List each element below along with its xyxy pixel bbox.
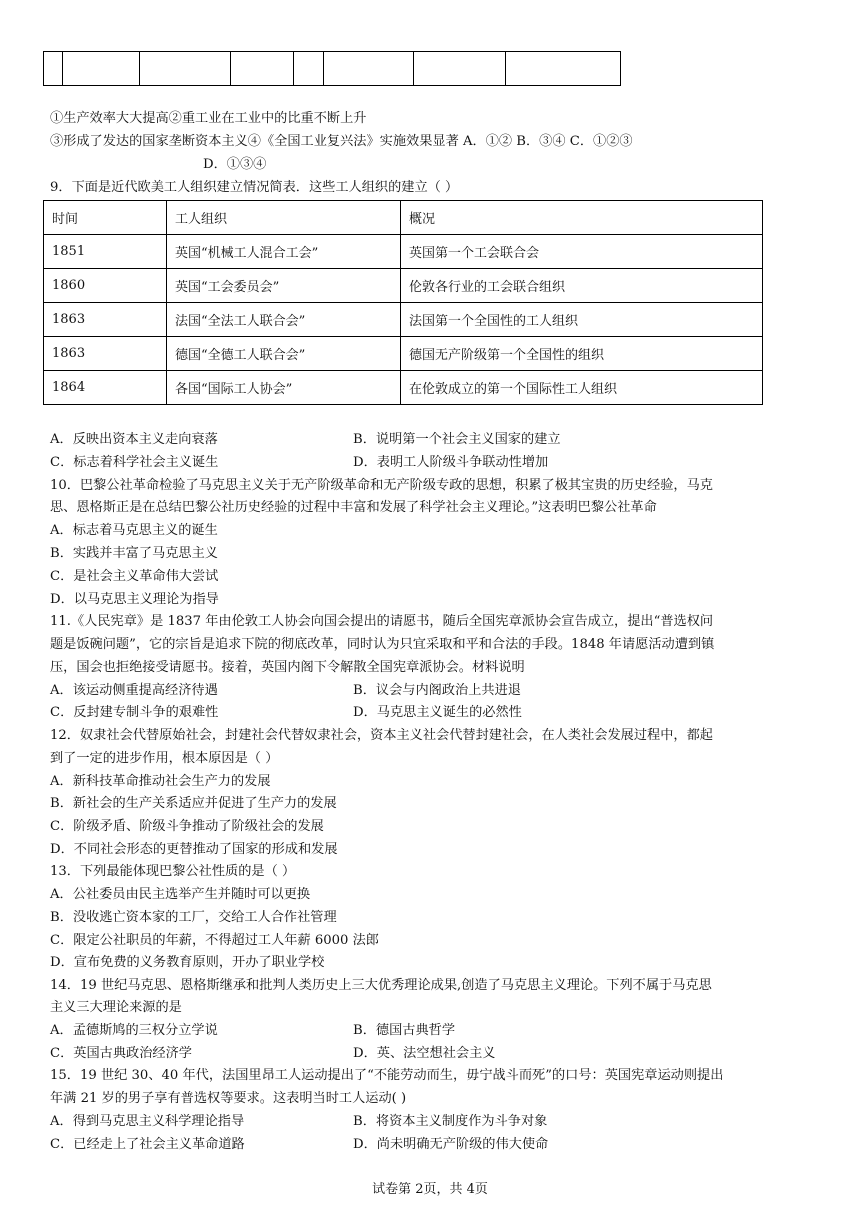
q12-option-c: C．阶级矛盾、阶级斗争推动了阶级社会的发展 [50,819,324,834]
q12-option-a: A．新科技革命推动社会生产力的发展 [50,774,271,789]
q12-option-b: B．新社会的生产关系适应并促进了生产力的发展 [50,796,337,811]
table-cell: 1851 [44,235,167,269]
table-cell: 在伦敦成立的第一个国际性工人组织 [401,371,763,405]
q9-option-a: A．反映出资本主义走向衰落 [50,432,218,447]
q11-option-a: A．该运动侧重提高经济待遇 [50,683,218,698]
q11-stem-line: 压，国会也拒绝接受请愿书。接着，英国内阁下令解散全国宪章派协会。材料说明 [50,660,525,675]
q9-option-d: D．表明工人阶级斗争联动性增加 [353,455,549,470]
q14-stem-line: 主义三大理论来源的是 [50,1000,182,1015]
table-cell: 英国“工会委员会” [167,269,401,303]
table-cell [294,52,324,86]
table-cell [140,52,231,86]
table-row [44,371,763,405]
q10-option-d: D．以马克思主义理论为指导 [50,592,219,607]
table-cell: 德国无产阶级第一个全国性的组织 [401,337,763,371]
q9-option-c: C．标志着科学社会主义诞生 [50,455,219,470]
q14-option-b: B．德国古典哲学 [353,1023,456,1038]
q10-option-b: B．实践并丰富了马克思主义 [50,546,218,561]
table-row [44,269,763,303]
q13-option-a: A．公社委员由民主选举产生并随时可以更换 [50,887,311,902]
table-row [44,235,763,269]
table-row [44,337,763,371]
table-cell: 1863 [44,337,167,371]
table-cell [63,52,140,86]
q10-stem-line: 思、恩格斯正是在总结巴黎公社历史经验的过程中丰富和发展了科学社会主义理论。”这表明巴黎公社革命 [50,500,657,515]
table-cell [44,52,63,86]
q10-stem-line: 10．巴黎公社革命检验了马克思主义关于无产阶级革命和无产阶级专政的思想，积累了极其宝贵的历史经验，马克 [50,478,713,493]
q10-option-c: C．是社会主义革命伟大尝试 [50,569,219,584]
table-cell: 法国第一个全国性的工人组织 [401,303,763,337]
table-cell: 法国“全法工人联合会” [167,303,401,337]
q13-option-d: D．宣布免费的义务教育原则，开办了职业学校 [50,955,325,970]
table-cell: 德国“全德工人联合会” [167,337,401,371]
q11-option-d: D．马克思主义诞生的必然性 [353,705,522,720]
q13-option-c: C．限定公社职员的年薪，不得超过工人年薪 6000 法郎 [50,933,379,948]
table-cell: 各国“国际工人协会” [167,371,401,405]
table-cell: 伦敦各行业的工会联合组织 [401,269,763,303]
table-cell: 英国第一个工会联合会 [401,235,763,269]
table-cell: 1860 [44,269,167,303]
q11-option-b: B．议会与内阁政治上共进退 [353,683,521,698]
q15-option-d: D．尚未明确无产阶级的伟大使命 [353,1137,549,1152]
q15-option-b: B．将资本主义制度作为斗争对象 [353,1114,548,1129]
q14-option-a: A．孟德斯鸠的三权分立学说 [50,1023,218,1038]
q12-stem-line: 12．奴隶社会代替原始社会，封建社会代替奴隶社会，资本主义社会代替封建社会，在人类社会发展过程中，都起 [50,728,713,743]
table-cell [506,52,621,86]
table-row [44,52,621,86]
q14-option-c: C．英国古典政治经济学 [50,1046,192,1061]
q13-option-b: B．没收逃亡资本家的工厂，交给工人合作社管理 [50,910,337,925]
table-header-cell: 工人组织 [167,201,401,235]
page-footer: 试卷第 2页，共 4页 [372,1182,488,1197]
table-cell [324,52,414,86]
previous-question-table-fragment [43,51,621,86]
q14-stem-line: 14．19 世纪马克思、恩格斯继承和批判人类历史上三大优秀理论成果,创造了马克思主义理论。下列不属于马克思 [50,978,712,993]
q13-stem: 13．下列最能体现巴黎公社性质的是（ ） [50,864,296,879]
q15-stem-line: 15．19 世纪 30、40 年代，法国里昂工人运动提出了“不能劳动而生，毋宁战斗而死”的口号：英国宪章运动则提出 [50,1068,724,1083]
table-header-cell: 概况 [401,201,763,235]
table-cell: 1864 [44,371,167,405]
q11-option-c: C．反封建专制斗争的艰难性 [50,705,219,720]
q9-stem: 9．下面是近代欧美工人组织建立情况简表．这些工人组织的建立（ ） [50,180,459,195]
q12-stem-line: 到了一定的进步作用，根本原因是（ ） [50,751,279,766]
q12-option-d: D．不同社会形态的更替推动了国家的形成和发展 [50,842,338,857]
q14-option-d: D．英、法空想社会主义 [353,1046,496,1061]
q8-choice-d: D．①③④ [203,157,267,172]
q11-stem-line: 题是饭碗问题”，它的宗旨是追求下院的彻底改革，同时认为只宜采取和平和合法的手段。1848 年请愿活动遭到镇 [50,637,715,652]
table-cell [414,52,506,86]
q10-option-a: A．标志着马克思主义的诞生 [50,523,218,538]
q9-option-b: B．说明第一个社会主义国家的建立 [353,432,561,447]
table-cell: 1863 [44,303,167,337]
q9-table [43,200,763,405]
q8-option-line: ③形成了发达的国家垄断资本主义④《全国工业复兴法》实施效果显著 A．①② B．③④ C．①②③ [50,134,633,149]
table-header-row [44,201,763,235]
table-header-cell: 时间 [44,201,167,235]
q15-option-c: C．已经走上了社会主义革命道路 [50,1137,245,1152]
q8-option-line: ①生产效率大大提高②重工业在工业中的比重不断上升 [50,111,367,126]
table-cell: 英国“机械工人混合工会” [167,235,401,269]
table-cell [231,52,294,86]
table-row [44,303,763,337]
q11-stem-line: 11.《人民宪章》是 1837 年由伦敦工人协会向国会提出的请愿书，随后全国宪章派协会宣告成立，提出“普选权问 [50,614,714,629]
q15-option-a: A．得到马克思主义科学理论指导 [50,1114,245,1129]
q15-stem-line: 年满 21 岁的男子享有普选权等要求。这表明当时工人运动( ) [50,1091,407,1106]
